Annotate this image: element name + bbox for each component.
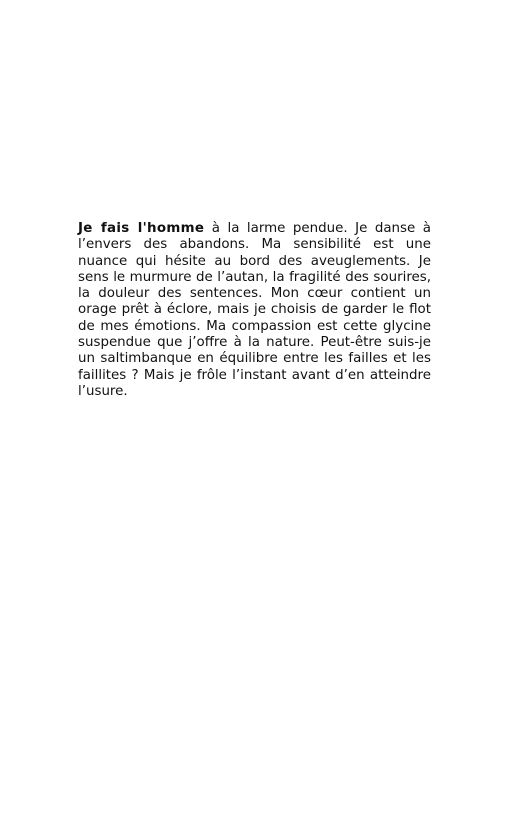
paragraph-lead-text: Je fais l'homme [78, 221, 205, 236]
paragraph-body-text: à la larme pendue. Je danse à l’envers des abandons. Ma sensibilité est une nuance qui hésite au bord des aveuglements. Je sens le murmure de l’autan, la fragilité des sourires, la douleur des sentences. Mon cœur contient un orage prêt à éclore, mais je choisis de garder le flot de mes émotions. Ma compassion est cette glycine suspendue que j’offre à la nature. Peut-être suis-je un saltimbanque en équilibre entre les failles et les faillites ? Mais je frôle l’instant avant d’en atteindre l’usure. [78, 221, 431, 399]
poem-paragraph [78, 221, 431, 400]
